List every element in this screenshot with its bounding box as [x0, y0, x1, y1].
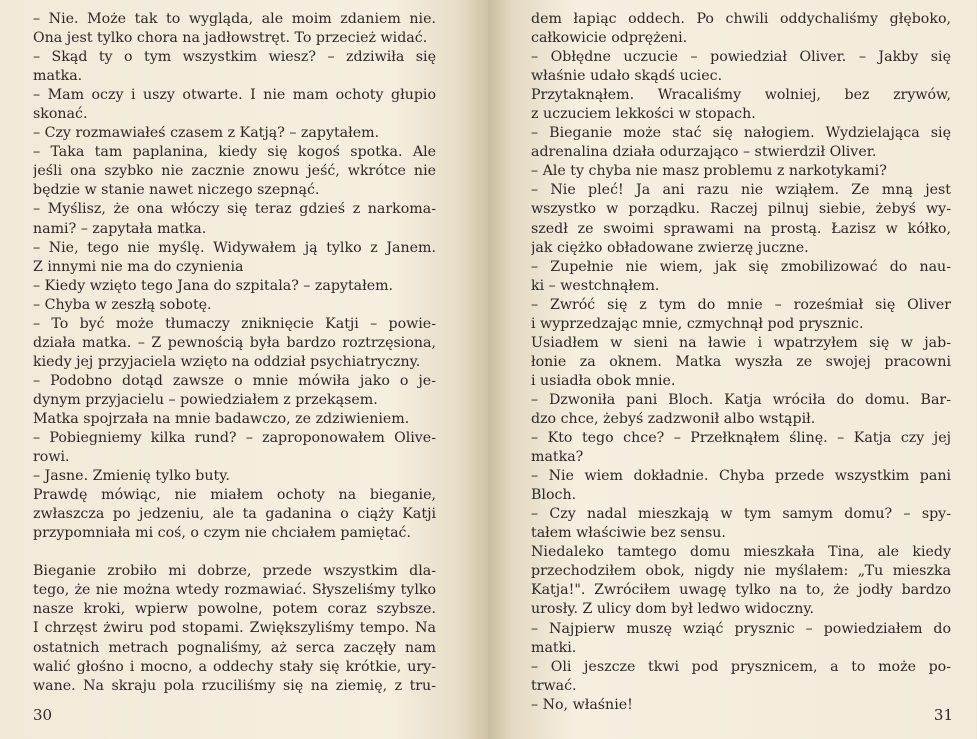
text-line: – Taka tam paplanina, kiedy się kogoś spotka. Ale [33, 144, 436, 161]
text-line: łonie za oknem. Matka wyszła ze swojej pracowni [531, 353, 951, 370]
text-line: zwłaszcza po jedzeniu, ale ta gadanina o ciąży Katji [33, 506, 436, 523]
text-line: – Zupełnie nie wiem, jak się zmobilizować do nau- [531, 258, 951, 275]
text-line: jak ciężko obładowane zwierzę juczne. [531, 239, 809, 256]
right-page-number: 31 [933, 706, 953, 724]
text-line: Niedaleko tamtego domu mieszkała Tina, ale kiedy [531, 544, 951, 561]
text-line: kiedy jej przyjaciela wzięto na oddział psychiatryczny. [33, 353, 421, 370]
text-line: – Zwróć się z tym do mnie – roześmiał się Oliver [531, 296, 951, 313]
text-line: – Mam oczy i uszy otwarte. I nie mam ochoty głupio [33, 87, 436, 104]
text-line: tego, że nie można wtedy rozmawiać. Słyszeliśmy tylko [33, 582, 436, 599]
text-line: rowi. [33, 449, 70, 466]
text-line: – Kiedy wzięto tego Jana do szpitala? – zapytałem. [33, 277, 394, 294]
text-line: całkowicie odprężeni. [531, 30, 688, 47]
text-line: walić głośno i mocno, a oddechy stały się krótkie, ury- [33, 658, 436, 675]
text-line: działa matka. – Z pewnością była bardzo roztrzęsiona, [33, 334, 436, 351]
text-line: Przytaknąłem. Wracaliśmy wolniej, bez zrywów, [531, 87, 951, 104]
text-line: – Bieganie może stać się nałogiem. Wydzielająca się [531, 125, 951, 142]
text-line: skonać. [33, 106, 88, 123]
text-line: będzie w stanie nawet niczego szepnąć. [33, 182, 320, 199]
text-line: matka? [531, 449, 584, 466]
text-line: nasze kroki, wpierw powolne, potem coraz szybsze. [33, 601, 436, 618]
text-line: Ona jest tylko chora na jadłowstręt. To przecież widać. [33, 30, 428, 47]
text-line: Z innymi nie ma do czynienia [33, 258, 244, 275]
text-line: I chrzęst żwiru pod stopami. Zwiększyliśmy tempo. Na [33, 620, 436, 637]
text-line: ostatnich metrach pognaliśmy, aż serca zaczęły nam [33, 639, 436, 656]
text-line: – Podobno dotąd zawsze o mnie mówiła jako o je- [33, 372, 436, 389]
text-line: urosły. Z ulicy dom był ledwo widoczny. [531, 601, 815, 618]
text-line: trwać. [531, 677, 577, 694]
text-line: – Czy rozmawiałeś czasem z Katją? – zapytałem. [33, 125, 380, 142]
text-line: Matka spojrzała na mnie badawczo, ze zdziwieniem. [33, 410, 410, 427]
text-line: – Czy nadal mieszkają w tym samym domu? – spy- [531, 506, 951, 523]
text-line: Bieganie zrobiło mi dobrze, przede wszystkim dla- [33, 563, 436, 580]
text-line: – Nie pleć! Ja ani razu nie wziąłem. Ze mną jest [531, 182, 951, 199]
text-line: właśnie udało skądś uciec. [531, 68, 723, 85]
text-line: nami? – zapytała matka. [33, 220, 207, 237]
text-line: przechodziłem obok, nigdy nie myślałem: „Tu mieszka [531, 563, 951, 580]
text-line: matki. [531, 639, 577, 656]
text-line: dem łapiąc oddech. Po chwili oddychaliśmy głęboko, [531, 11, 951, 27]
text-line: ki – westchnąłem. [531, 277, 660, 294]
text-line: adrenalina działa odurzająco – stwierdził Oliver. [531, 144, 877, 161]
left-page-text [33, 10, 436, 696]
right-page-text [531, 10, 951, 715]
text-line: z uczuciem lekkości w stopach. [531, 106, 756, 123]
text-line: wszystko w porządku. Raczej pilnuj siebie, żebyś wy- [531, 201, 951, 218]
text-line: Prawdę mówiąc, nie miałem ochoty na bieganie, [33, 487, 436, 504]
text-line: – To być może tłumaczy zniknięcie Katji – powie- [33, 315, 436, 332]
text-line: jeśli ona szybko nie zacznie znowu jeść, wkrótce nie [33, 163, 436, 180]
text-line: matka. [33, 68, 83, 85]
left-page-number: 30 [33, 706, 53, 724]
text-line: – Obłędne uczucie – powiedział Oliver. – Jakby się [531, 49, 951, 66]
text-line: – Nie wiem dokładnie. Chyba przede wszystkim pani [531, 468, 951, 485]
text-line: – Dzwoniła pani Bloch. Katja wróciła do domu. Bar- [531, 391, 951, 408]
text-line: – Chyba w zeszłą sobotę. [33, 296, 212, 313]
text-line: – No, właśnie! [531, 696, 633, 713]
text-line: – Myślisz, że ona włóczy się teraz gdzieś z narkoma- [33, 201, 436, 218]
text-line: wane. Na skraju pola rzuciliśmy się na ziemię, z tru- [33, 677, 436, 694]
text-line: – Skąd ty o tym wszystkim wiesz? – zdziwiła się [33, 49, 436, 66]
right-page [488, 0, 976, 739]
text-line: – Nie. Może tak to wygląda, ale moim zdaniem nie. [33, 11, 436, 27]
text-line: dzo chce, żebyś zadzwonił albo wstąpił. [531, 410, 816, 427]
paragraph-gap [33, 543, 436, 562]
text-line: – Pobiegniemy kilka rund? – zaproponowałem Olive- [33, 430, 436, 447]
left-page [0, 0, 488, 739]
text-line: przypomniała mi coś, o czym nie chciałem pamiętać. [33, 525, 411, 542]
text-line: Usiadłem w sieni na ławie i wpatrzyłem się w jab- [531, 334, 951, 351]
text-line: – Nie, tego nie myślę. Widywałem ją tylko z Janem. [33, 239, 436, 256]
text-line: tałem właściwie bez sensu. [531, 525, 726, 542]
text-line: – Ale ty chyba nie masz problemu z narkotykami? [531, 163, 887, 180]
text-line: szedł ze swoimi sprawami na prostą. Łazisz w kółko, [531, 220, 951, 237]
text-line: Bloch. [531, 487, 577, 504]
text-line: dynym przyjacielu – powiedziałem z przekąsem. [33, 391, 378, 408]
text-line: – Najpierw muszę wziąć prysznic – powiedziałem do [531, 620, 951, 637]
text-line: – Kto tego chce? – Przełknąłem ślinę. – Katja czy jej [531, 430, 951, 447]
text-line: Katja!". Zwróciłem uwagę tylko na to, że jodły bardzo [531, 582, 951, 599]
text-line: i usiadła obok mnie. [531, 372, 676, 389]
text-line: – Oli jeszcze tkwi pod prysznicem, a to może po- [531, 658, 951, 675]
text-line: i wyprzedzając mnie, czmychnął pod prysznic. [531, 315, 864, 332]
text-line: – Jasne. Zmienię tylko buty. [33, 468, 230, 485]
